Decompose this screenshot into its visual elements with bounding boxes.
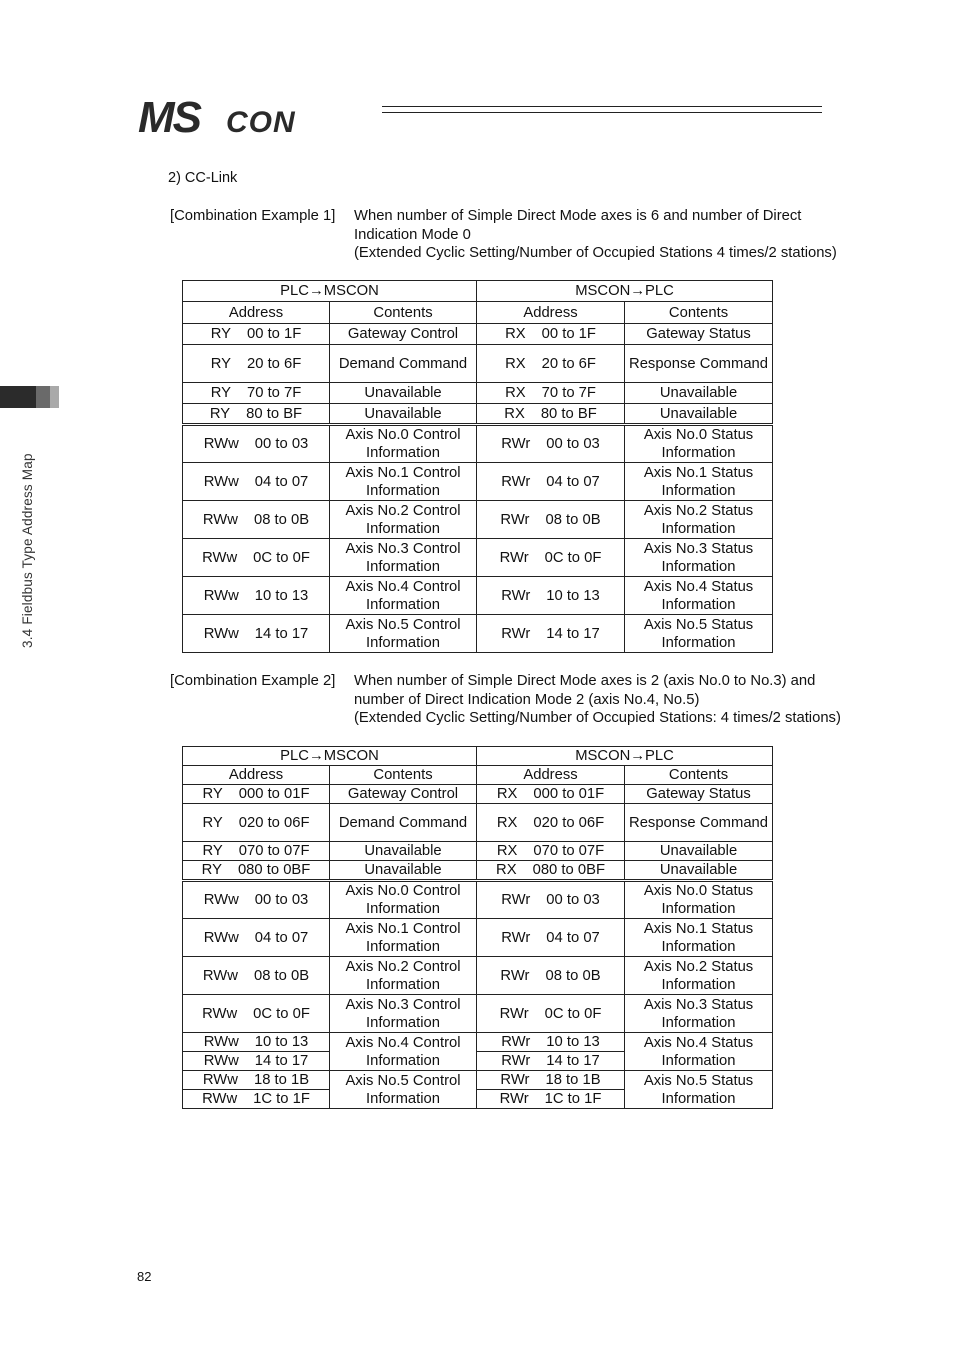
address-prefix: RWr [501, 1034, 531, 1050]
address-prefix: RWw [203, 1034, 239, 1050]
plc-contents-cell: Axis No.3 Control Information [330, 995, 477, 1033]
plc-contents-cell: Demand Command [330, 345, 477, 383]
address-prefix: RWr [500, 967, 530, 984]
table-row [183, 404, 773, 425]
address-prefix: RWr [501, 1053, 531, 1069]
address-prefix: RWw [203, 1053, 239, 1069]
plc-address-cell [183, 577, 330, 615]
plc-address-cell [183, 995, 330, 1033]
table-row [183, 383, 773, 404]
address-range: 00 to 1F [541, 326, 596, 342]
address-range: 020 to 06F [238, 814, 310, 831]
header-rule-top [382, 106, 822, 107]
address-range: 080 to 0BF [237, 862, 311, 878]
mscon-address-cell [477, 539, 625, 577]
address-prefix: RWr [499, 1091, 529, 1107]
mscon-address-cell [477, 425, 625, 463]
address-range: 08 to 0B [253, 967, 310, 984]
col-address: Address [183, 766, 330, 785]
address-range: 1C to 1F [544, 1091, 602, 1107]
address-prefix: RWw [202, 1072, 238, 1088]
address-prefix: RWr [499, 1005, 529, 1022]
address-prefix: RWw [203, 587, 239, 604]
example2-description [170, 672, 850, 746]
address-range: 80 to BF [540, 405, 597, 422]
plc-address-cell [183, 383, 330, 404]
mscon-address-cell [477, 919, 625, 957]
address-prefix: RWw [203, 625, 239, 642]
address-prefix: RX [505, 385, 526, 401]
address-prefix: RY [209, 405, 231, 422]
address-range: 04 to 07 [254, 929, 309, 946]
address-range: 10 to 13 [254, 587, 309, 604]
mscon-contents-cell: Axis No.3 Status Information [625, 995, 773, 1033]
table-row [183, 785, 773, 804]
plc-contents-cell: Axis No.0 Control Information [330, 425, 477, 463]
mscon-address-cell [477, 861, 625, 881]
plc-address-cell [183, 1090, 330, 1109]
table-row [183, 501, 773, 539]
address-range: 10 to 13 [546, 587, 600, 604]
plc-contents-cell: Axis No.1 Control Information [330, 919, 477, 957]
mscon-address-cell [477, 383, 625, 404]
example1-text-line2: (Extended Cyclic Setting/Number of Occupied Stations 4 times/2 stations) [354, 245, 837, 261]
address-prefix: RWr [501, 625, 531, 642]
plc-address-cell [183, 881, 330, 919]
mscon-contents-cell: Axis No.1 Status Information [625, 463, 773, 501]
plc-contents-cell: Gateway Control [330, 785, 477, 804]
mscon-contents-cell: Unavailable [625, 404, 773, 425]
address-range: 04 to 07 [254, 473, 309, 490]
address-prefix: RWw [203, 929, 239, 946]
address-range: 08 to 0B [545, 511, 601, 528]
address-range: 00 to 03 [254, 436, 309, 452]
address-range: 00 to 03 [254, 892, 309, 908]
address-range: 00 to 1F [247, 326, 302, 342]
mscon-contents-cell: Gateway Status [625, 324, 773, 345]
table-row [183, 345, 773, 383]
table-row [183, 995, 773, 1033]
address-prefix: RY [202, 814, 223, 831]
address-range: 14 to 17 [546, 625, 600, 642]
mscon-contents-cell: Response Command [625, 345, 773, 383]
mscon-address-cell [477, 345, 625, 383]
plc-address-cell [183, 842, 330, 861]
plc-address-cell [183, 804, 330, 842]
table-row [183, 861, 773, 881]
address-prefix: RY [210, 326, 231, 342]
example1-label: [Combination Example 1] [170, 208, 336, 224]
address-prefix: RX [504, 405, 525, 422]
plc-contents-cell: Unavailable [330, 404, 477, 425]
header-plc-to-mscon: PLC→MSCON [183, 281, 477, 302]
address-range: 1C to 1F [253, 1091, 310, 1107]
address-range: 14 to 17 [254, 1053, 309, 1069]
example1-description [170, 207, 850, 281]
address-range: 70 to 7F [247, 385, 302, 401]
chapter-tab-marker-light [50, 386, 59, 408]
example2-text-line2: (Extended Cyclic Setting/Number of Occupied Stations: 4 times/2 stations) [354, 710, 841, 726]
plc-address-cell [183, 324, 330, 345]
mscon-contents-cell: Axis No.0 Status Information [625, 425, 773, 463]
address-range: 10 to 13 [254, 1034, 309, 1050]
address-range: 04 to 07 [546, 473, 600, 490]
plc-address-cell [183, 919, 330, 957]
address-prefix: RWw [202, 511, 238, 528]
plc-address-cell [183, 1052, 330, 1071]
plc-address-cell [183, 345, 330, 383]
address-range: 08 to 0B [545, 967, 601, 984]
table-row [183, 425, 773, 463]
plc-address-cell [183, 861, 330, 881]
plc-address-cell [183, 615, 330, 653]
plc-contents-cell: Axis No.4 Control Information [330, 577, 477, 615]
col-address: Address [183, 302, 330, 324]
svg-text:MS: MS [138, 94, 200, 138]
address-range: 18 to 1B [545, 1072, 601, 1088]
address-prefix: RX [496, 786, 518, 802]
address-range: 000 to 01F [238, 786, 310, 802]
address-range: 14 to 17 [546, 1053, 600, 1069]
header-plc-to-mscon: PLC→MSCON [183, 747, 477, 766]
table-row [183, 577, 773, 615]
header-mscon-to-plc: MSCON→PLC [477, 281, 773, 302]
chapter-tab-marker-mid [36, 386, 50, 408]
mscon-address-cell [477, 804, 625, 842]
mscon-contents-cell: Axis No.5 Status Information [625, 615, 773, 653]
mscon-address-cell [477, 463, 625, 501]
address-range: 0C to 0F [544, 1005, 602, 1022]
table-row [183, 804, 773, 842]
chapter-side-label: 3.4 Fieldbus Type Address Map [20, 453, 35, 648]
col-address: Address [477, 302, 625, 324]
mscon-contents-cell: Axis No.3 Status Information [625, 539, 773, 577]
table-row [183, 842, 773, 861]
mscon-contents-cell: Gateway Status [625, 785, 773, 804]
mscon-contents-cell: Unavailable [625, 842, 773, 861]
plc-address-cell [183, 425, 330, 463]
example1-text-line1: When number of Simple Direct Mode axes is 6 and number of Direct Indication Mode 0 [354, 208, 802, 243]
mscon-address-cell [477, 881, 625, 919]
address-prefix: RX [496, 862, 517, 878]
plc-address-cell [183, 1033, 330, 1052]
col-contents: Contents [625, 766, 773, 785]
col-contents: Contents [330, 766, 477, 785]
plc-contents-cell: Axis No.1 Control Information [330, 463, 477, 501]
plc-contents-cell: Axis No.4 Control Information [330, 1033, 477, 1071]
mscon-address-cell [477, 1052, 625, 1071]
section-title: 2) CC-Link [168, 170, 238, 186]
address-prefix: RWw [203, 436, 239, 452]
header-rule-bottom [382, 112, 822, 113]
address-prefix: RWr [501, 473, 531, 490]
table-row [183, 615, 773, 653]
plc-contents-cell: Axis No.0 Control Information [330, 881, 477, 919]
address-range: 020 to 06F [533, 814, 605, 831]
mscon-contents-cell: Axis No.0 Status Information [625, 881, 773, 919]
mscon-address-cell [477, 1090, 625, 1109]
table-row [183, 957, 773, 995]
address-range: 20 to 6F [247, 355, 302, 372]
address-prefix: RWr [501, 587, 531, 604]
mscon-address-cell [477, 995, 625, 1033]
table-row [183, 463, 773, 501]
mscon-contents-cell: Unavailable [625, 861, 773, 881]
plc-address-cell [183, 501, 330, 539]
mscon-address-cell [477, 957, 625, 995]
table-row [183, 1071, 773, 1090]
address-range: 00 to 03 [546, 892, 600, 908]
mscon-address-cell [477, 404, 625, 425]
address-range: 0C to 0F [253, 1005, 310, 1022]
cclink-table-example2 [182, 746, 773, 1109]
mscon-address-cell [477, 1071, 625, 1090]
address-range: 0C to 0F [544, 549, 602, 566]
mscon-logo [136, 94, 368, 138]
svg-text:CON: CON [226, 106, 296, 138]
address-prefix: RWw [202, 549, 238, 566]
cclink-table-example1 [182, 280, 773, 653]
mscon-contents-cell: Axis No.5 Status Information [625, 1071, 773, 1109]
address-prefix: RWw [203, 892, 239, 908]
address-prefix: RY [210, 355, 231, 372]
mscon-address-cell [477, 785, 625, 804]
address-prefix: RY [202, 843, 223, 859]
table-row [183, 1033, 773, 1052]
mscon-address-cell [477, 577, 625, 615]
address-range: 0C to 0F [253, 549, 310, 566]
chapter-tab-marker [0, 386, 36, 408]
plc-address-cell [183, 957, 330, 995]
plc-address-cell [183, 1071, 330, 1090]
plc-contents-cell: Axis No.5 Control Information [330, 615, 477, 653]
col-contents: Contents [625, 302, 773, 324]
address-prefix: RWw [202, 1005, 238, 1022]
mscon-address-cell [477, 615, 625, 653]
plc-contents-cell: Unavailable [330, 861, 477, 881]
mscon-contents-cell: Response Command [625, 804, 773, 842]
address-prefix: RWr [501, 929, 531, 946]
example2-label: [Combination Example 2] [170, 673, 336, 689]
address-prefix: RX [496, 843, 518, 859]
plc-contents-cell: Axis No.3 Control Information [330, 539, 477, 577]
col-contents: Contents [330, 302, 477, 324]
address-prefix: RX [505, 326, 526, 342]
address-range: 14 to 17 [254, 625, 309, 642]
mscon-contents-cell: Axis No.1 Status Information [625, 919, 773, 957]
example2-text-line1: When number of Simple Direct Mode axes is 2 (axis No.0 to No.3) and number of Direct Indication Mode 2 (axis No.4, No.5) [354, 673, 816, 708]
mscon-contents-cell: Axis No.4 Status Information [625, 577, 773, 615]
mscon-address-cell [477, 501, 625, 539]
address-prefix: RWw [202, 967, 238, 984]
address-range: 80 to BF [246, 405, 303, 422]
table-row [183, 919, 773, 957]
address-range: 04 to 07 [546, 929, 600, 946]
address-prefix: RX [505, 355, 526, 372]
mscon-contents-cell: Axis No.2 Status Information [625, 501, 773, 539]
address-range: 000 to 01F [533, 786, 605, 802]
address-prefix: RWr [500, 511, 530, 528]
plc-address-cell [183, 463, 330, 501]
address-prefix: RWw [202, 1091, 238, 1107]
address-prefix: RWr [501, 892, 531, 908]
address-prefix: RY [202, 786, 223, 802]
address-range: 080 to 0BF [532, 862, 605, 878]
plc-contents-cell: Unavailable [330, 842, 477, 861]
header-mscon-to-plc: MSCON→PLC [477, 747, 773, 766]
plc-address-cell [183, 404, 330, 425]
plc-address-cell [183, 539, 330, 577]
address-range: 18 to 1B [253, 1072, 310, 1088]
address-range: 70 to 7F [541, 385, 596, 401]
page-number: 82 [137, 1269, 152, 1284]
plc-contents-cell: Demand Command [330, 804, 477, 842]
address-prefix: RY [210, 385, 231, 401]
address-range: 070 to 07F [533, 843, 605, 859]
table-row [183, 324, 773, 345]
address-prefix: RY [201, 862, 222, 878]
address-prefix: RWr [500, 1072, 530, 1088]
address-prefix: RWr [501, 436, 531, 452]
address-range: 070 to 07F [238, 843, 310, 859]
mscon-contents-cell: Axis No.4 Status Information [625, 1033, 773, 1071]
col-address: Address [477, 766, 625, 785]
address-range: 20 to 6F [541, 355, 596, 372]
mscon-contents-cell: Unavailable [625, 383, 773, 404]
address-prefix: RWr [499, 549, 529, 566]
address-prefix: RX [496, 814, 518, 831]
mscon-contents-cell: Axis No.2 Status Information [625, 957, 773, 995]
table-row [183, 881, 773, 919]
plc-contents-cell: Gateway Control [330, 324, 477, 345]
plc-contents-cell: Axis No.2 Control Information [330, 501, 477, 539]
plc-contents-cell: Axis No.2 Control Information [330, 957, 477, 995]
table-row [183, 539, 773, 577]
address-range: 08 to 0B [253, 511, 310, 528]
address-range: 00 to 03 [546, 436, 600, 452]
mscon-address-cell [477, 842, 625, 861]
plc-contents-cell: Axis No.5 Control Information [330, 1071, 477, 1109]
plc-address-cell [183, 785, 330, 804]
address-prefix: RWw [203, 473, 239, 490]
mscon-address-cell [477, 324, 625, 345]
address-range: 10 to 13 [546, 1034, 600, 1050]
mscon-address-cell [477, 1033, 625, 1052]
plc-contents-cell: Unavailable [330, 383, 477, 404]
